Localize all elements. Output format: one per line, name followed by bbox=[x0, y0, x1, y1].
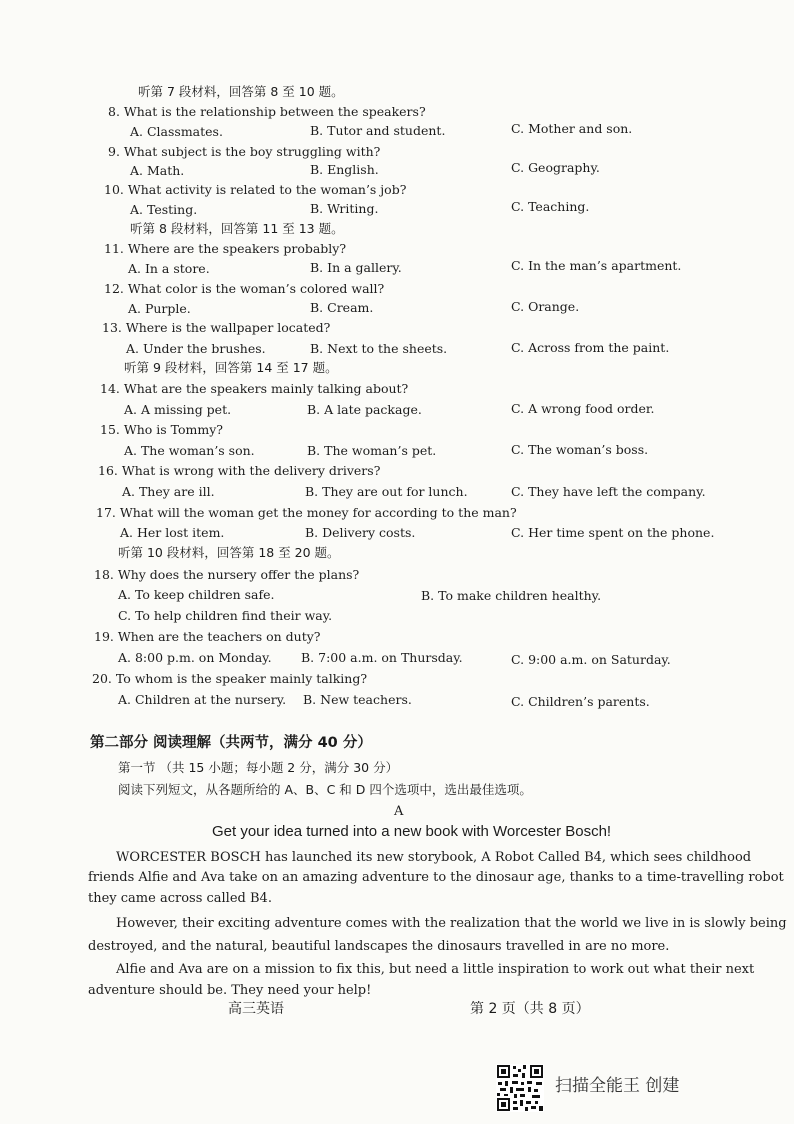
passage-line: However, their exciting adventure comes with the realization that the world we live in is slowly being bbox=[116, 916, 787, 931]
option-c: C. Teaching. bbox=[511, 199, 590, 214]
option-b: B. Next to the sheets. bbox=[310, 341, 448, 356]
question-text: 20. To whom is the speaker mainly talking? bbox=[92, 671, 368, 686]
question-text: 13. Where is the wallpaper located? bbox=[102, 320, 331, 335]
option-a: A. A missing pet. bbox=[124, 402, 232, 417]
option-c: C. The woman’s boss. bbox=[511, 442, 649, 457]
option-c: C. They have left the company. bbox=[511, 484, 706, 499]
option-c: C. Her time spent on the phone. bbox=[511, 525, 715, 540]
option-c: C. Mother and son. bbox=[511, 121, 633, 136]
question-text: 8. What is the relationship between the speakers? bbox=[108, 104, 426, 119]
question-text: 10. What activity is related to the woman’s job? bbox=[104, 182, 407, 197]
question-text: 17. What will the woman get the money for according to the man? bbox=[96, 505, 517, 520]
passage-line: WORCESTER BOSCH has launched its new storybook, A Robot Called B4, which sees childhood bbox=[116, 850, 752, 865]
option-b: B. They are out for lunch. bbox=[305, 484, 468, 499]
option-b: B. Cream. bbox=[310, 300, 374, 315]
listening-group-header: 听第 10 段材料，回答第 18 至 20 题。 bbox=[118, 545, 340, 560]
option-a: A. The woman’s son. bbox=[124, 443, 255, 458]
question-text: 9. What subject is the boy struggling with? bbox=[108, 144, 381, 159]
option-a: A. Testing. bbox=[130, 202, 198, 217]
option-a: A. In a store. bbox=[128, 261, 210, 276]
footer-subject: 高三英语 bbox=[228, 1001, 284, 1017]
question-text: 14. What are the speakers mainly talking about? bbox=[100, 381, 409, 396]
part-title: 第二部分 阅读理解（共两节，满分 40 分） bbox=[90, 735, 372, 751]
option-b: B. Delivery costs. bbox=[305, 525, 416, 540]
option-b: B. New teachers. bbox=[303, 692, 412, 707]
option-c: C. In the man’s apartment. bbox=[511, 258, 682, 273]
option-b: B. A late package. bbox=[307, 402, 422, 417]
section-title: 第一节 （共 15 小题；每小题 2 分，满分 30 分） bbox=[118, 760, 399, 775]
question-text: 19. When are the teachers on duty? bbox=[94, 629, 321, 644]
option-a: A. To keep children safe. bbox=[118, 587, 275, 602]
passage-line: Alfie and Ava are on a mission to fix this, but need a little inspiration to work out what their next bbox=[116, 962, 755, 977]
question-text: 18. Why does the nursery offer the plans? bbox=[94, 567, 360, 582]
option-b: B. In a gallery. bbox=[310, 260, 402, 275]
passage-letter: A bbox=[394, 804, 404, 819]
listening-group-header: 听第 8 段材料，回答第 11 至 13 题。 bbox=[130, 221, 344, 236]
option-a: A. Her lost item. bbox=[120, 525, 225, 540]
instruction: 阅读下列短文，从各题所给的 A、B、C 和 D 四个选项中，选出最佳选项。 bbox=[118, 782, 532, 797]
option-b: B. 7:00 a.m. on Thursday. bbox=[301, 650, 463, 665]
option-c: C. A wrong food order. bbox=[511, 401, 655, 416]
footer-page-number: 第 2 页（共 8 页） bbox=[470, 1001, 590, 1017]
option-a: A. Classmates. bbox=[130, 124, 223, 139]
option-c: C. 9:00 a.m. on Saturday. bbox=[511, 652, 671, 667]
passage-line: destroyed, and the natural, beautiful landscapes the dinosaurs travelled in are no more. bbox=[88, 939, 670, 954]
qr-code-icon bbox=[496, 1064, 544, 1112]
question-text: 12. What color is the woman’s colored wall? bbox=[104, 281, 385, 296]
option-c: C. Geography. bbox=[511, 160, 600, 175]
option-a: A. Under the brushes. bbox=[126, 341, 266, 356]
listening-group-header: 听第 7 段材料，回答第 8 至 10 题。 bbox=[138, 84, 344, 99]
option-a: A. They are ill. bbox=[122, 484, 215, 499]
option-a: A. Children at the nursery. bbox=[118, 692, 287, 707]
option-a: A. Math. bbox=[130, 163, 185, 178]
question-text: 15. Who is Tommy? bbox=[100, 422, 223, 437]
option-b: B. English. bbox=[310, 162, 379, 177]
option-b: B. The woman’s pet. bbox=[307, 443, 437, 458]
option-a: A. 8:00 p.m. on Monday. bbox=[118, 650, 272, 665]
passage-line: friends Alfie and Ava take on an amazing adventure to the dinosaur age, thanks to a time-travelling robot bbox=[88, 870, 784, 885]
option-b: B. Writing. bbox=[310, 201, 379, 216]
option-a: A. Purple. bbox=[128, 301, 191, 316]
question-text: 16. What is wrong with the delivery drivers? bbox=[98, 463, 381, 478]
question-text: 11. Where are the speakers probably? bbox=[104, 241, 347, 256]
option-c: C. To help children find their way. bbox=[118, 608, 333, 623]
passage-line: they came across called B4. bbox=[88, 891, 272, 906]
passage-headline: Get your idea turned into a new book with Worcester Bosch! bbox=[212, 823, 612, 840]
option-c: C. Orange. bbox=[511, 299, 580, 314]
option-b: B. To make children healthy. bbox=[421, 588, 602, 603]
option-c: C. Children’s parents. bbox=[511, 694, 650, 709]
passage-line: adventure should be. They need your help! bbox=[88, 983, 372, 998]
scanner-watermark-label: 扫描全能王 创建 bbox=[555, 1076, 680, 1096]
listening-group-header: 听第 9 段材料，回答第 14 至 17 题。 bbox=[124, 360, 338, 375]
option-b: B. Tutor and student. bbox=[310, 123, 446, 138]
option-c: C. Across from the paint. bbox=[511, 340, 670, 355]
